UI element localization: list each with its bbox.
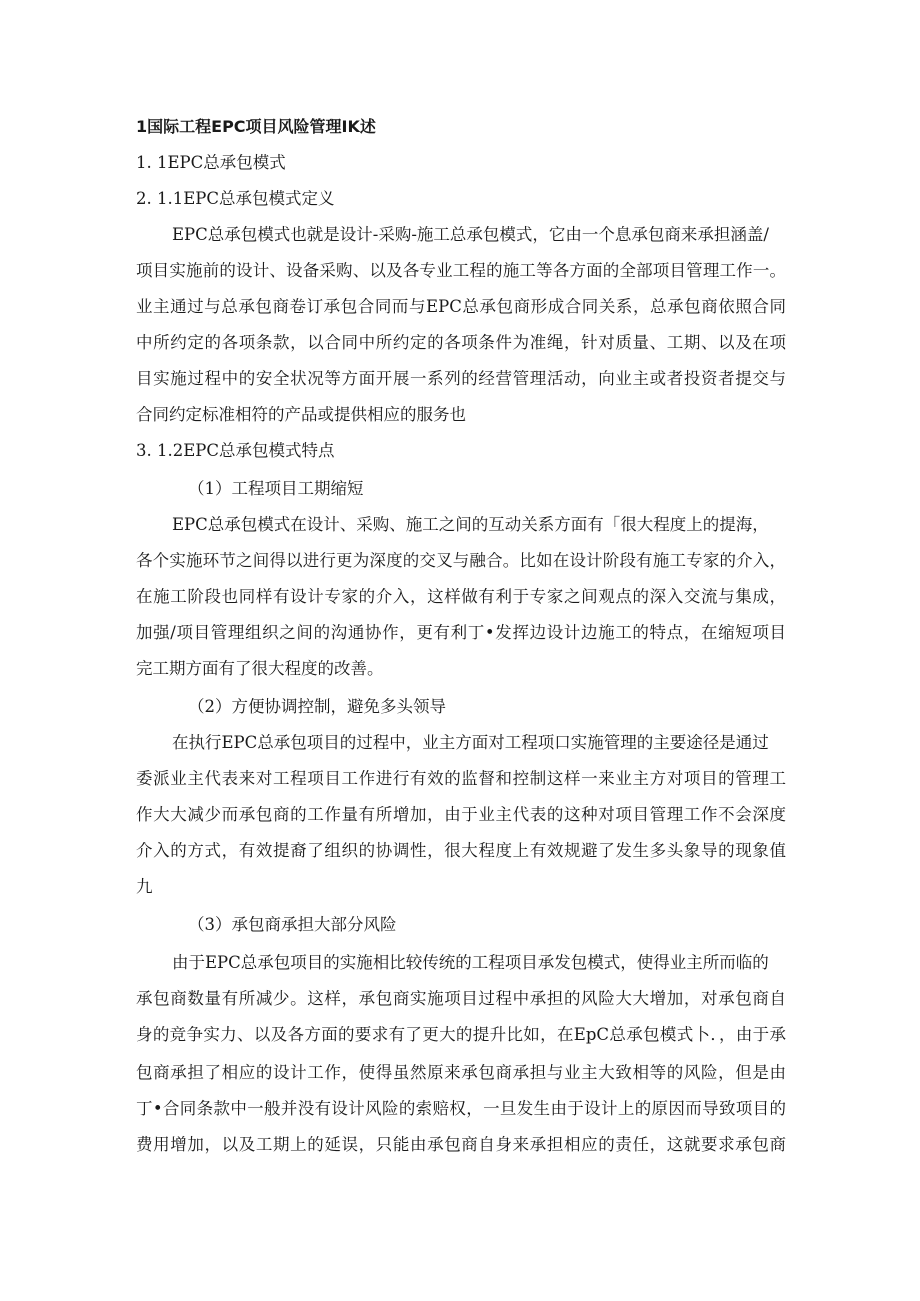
paragraph-line: 完工期方面有了很大程度的改善。 <box>136 659 384 678</box>
paragraph-line: 丁•合同条款中一般并没有设计风险的索赔权，一旦发生由于设计上的原因而导致项目的 <box>136 1099 786 1118</box>
paragraph-line: 加强/项目管理组织之间的沟通协作，更有利丁•发挥边设计边施工的特点，在缩短项目 <box>136 623 786 642</box>
paragraph-line: 在施工阶段也同样有设计专家的介入，这样做有利于专家之间观点的深入交流与集成， <box>136 587 786 606</box>
paragraph-line: 项目实施前的设计、设备采购、以及各专业工程的施工等各方面的全部项目管理工作一。 <box>136 261 786 280</box>
paragraph-line: 包商承担了相应的设计工作，使得虽然原来承包商承担与业主大致相等的风险，但是由 <box>136 1063 786 1082</box>
paragraph-line: 中所约定的各项条款，以合同中所约定的各项条件为准绳，针对质量、工期、以及在项 <box>136 333 786 352</box>
paragraph-line: 业主通过与总承包商卷订承包合同而与EPC总承包商形成合同关系，总承包商依照合同 <box>136 297 786 316</box>
list-item-heading: （3）承包商承担大部分风险 <box>188 915 397 934</box>
list-item-heading: （1）工程项目工期缩短 <box>188 479 364 498</box>
paragraph-line: 目实施过程中的安全状况等方面开展一系列的经营管理活动，向业主或者投资者提交与 <box>136 369 786 388</box>
paragraph-line: 作大大减少而承包商的工作量有所增加，由于业主代表的这种对项目管理工作不会深度 <box>136 805 786 824</box>
document-title: 1国际工程EPC项目风险管理IK述 <box>136 117 376 136</box>
paragraph-line: EPC总承包模式在设计、采购、施工之间的互动关系方面有「很大程度上的提海， <box>172 515 769 534</box>
paragraph-line: 承包商数量有所减少。这样，承包商实施项目过程中承担的风险大大增加，对承包商自 <box>136 989 786 1008</box>
paragraph-line: 合同约定标准相符的产品或提供相应的服务也 <box>136 405 466 424</box>
paragraph-line: 费用增加，以及工期上的延误，只能由承包商自身来承担相应的责任，这就要求承包商 <box>136 1135 786 1154</box>
paragraph-line: EPC总承包模式也就是设计-采购-施工总承包模式，它由一个息承包商来承担涵盖/ <box>172 225 769 244</box>
section-heading-1-1: 1. 1EPC总承包模式 <box>136 153 286 172</box>
paragraph-line: 各个实施环节之间得以进行更为深度的交叉与融合。比如在设计阶段有施工专家的介入， <box>136 551 786 570</box>
list-item-heading: （2）方便协调控制，避免多头领导 <box>188 697 446 716</box>
paragraph-line: 九 <box>136 877 153 896</box>
paragraph-line: 身的竞争实力、以及各方面的要求有了更大的提升比如，在EpC总承包模式卜．，由于承 <box>136 1025 786 1044</box>
paragraph-line: 委派业主代表来对工程项目工作进行有效的监督和控制这样一来业主方对项目的管理工 <box>136 769 786 788</box>
paragraph-line: 由于EPC总承包项目的实施相比较传统的工程项目承发包模式，使得业主所而临的 <box>172 953 769 972</box>
section-heading-1-1-1: 2. 1.1EPC总承包模式定义 <box>136 189 335 208</box>
paragraph-line: 介入的方式，有效提裔了组织的协调性，很大程度上有效规避了发生多头象导的现象值 <box>136 841 786 860</box>
paragraph-line: 在执行EPC总承包项目的过程中，业主方面对工程项口实施管理的主要途径是通过 <box>172 733 769 752</box>
section-heading-1-1-2: 3. 1.2EPC总承包模式特点 <box>136 441 335 460</box>
